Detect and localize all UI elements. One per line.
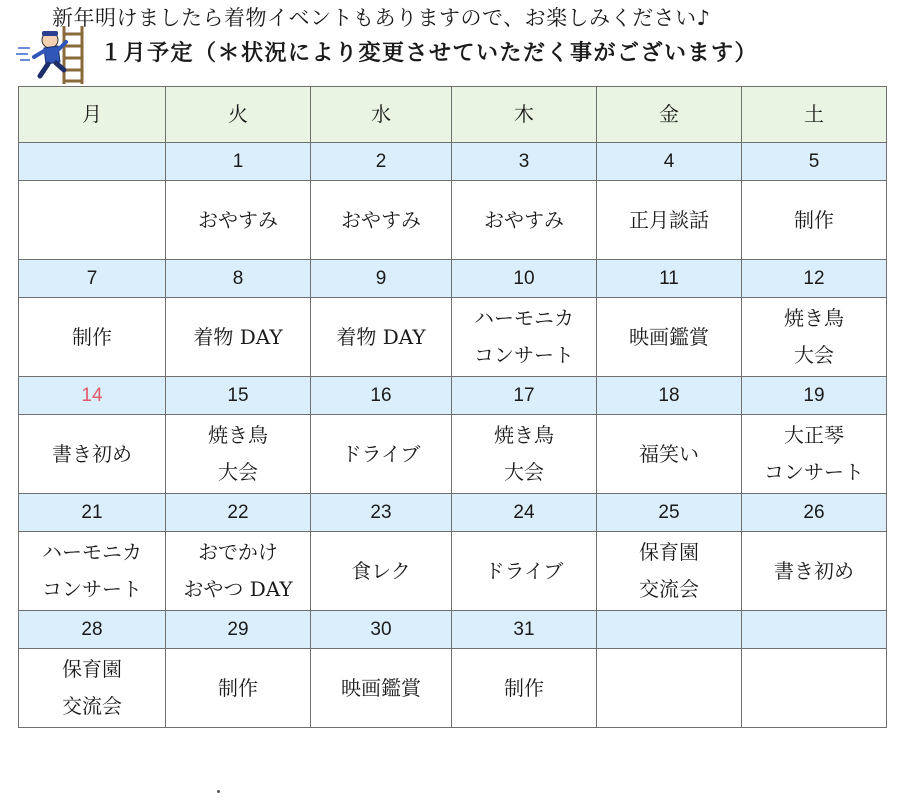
event-text: 大正琴 コンサート: [764, 423, 864, 484]
event-cell: [311, 181, 452, 260]
date-cell: 10: [452, 260, 597, 298]
event-cell: [742, 415, 887, 494]
event-cell: [166, 532, 311, 611]
event-cell: [19, 532, 166, 611]
event-cell: [452, 415, 597, 494]
event-text: 書き初め: [774, 558, 854, 583]
event-cell: [19, 298, 166, 377]
date-cell: [742, 611, 887, 649]
event-cell: [311, 532, 452, 611]
event-cell: [166, 181, 311, 260]
event-cell: [311, 649, 452, 728]
event-cell: [19, 181, 166, 260]
date-cell: 22: [166, 494, 311, 532]
person-climbing-ladder-icon: [14, 24, 94, 86]
event-text: 映画鑑賞: [341, 675, 421, 700]
event-cell: [452, 532, 597, 611]
event-cell: [452, 298, 597, 377]
event-cell: [19, 649, 166, 728]
date-cell: 8: [166, 260, 311, 298]
event-text: おやすみ: [484, 207, 564, 232]
event-text: 福笑い: [639, 441, 699, 466]
event-text: 正月談話: [629, 207, 709, 232]
date-cell: 3: [452, 143, 597, 181]
date-cell: 29: [166, 611, 311, 649]
date-cell: 4: [597, 143, 742, 181]
event-text: 焼き鳥 大会: [208, 423, 268, 484]
schedule-title: １月予定（＊状況により変更させていただく事がございます）: [100, 41, 759, 66]
event-cell: [742, 532, 887, 611]
event-cell: [742, 181, 887, 260]
date-cell: 15: [166, 377, 311, 415]
date-cell: 12: [742, 260, 887, 298]
event-text: ハーモニカ コンサート: [42, 540, 142, 601]
event-text: 制作: [794, 207, 834, 232]
event-cell: [597, 298, 742, 377]
date-cell: 19: [742, 377, 887, 415]
event-cell: [597, 415, 742, 494]
date-cell: 11: [597, 260, 742, 298]
date-row: [19, 611, 887, 649]
date-cell: 28: [19, 611, 166, 649]
event-row: [19, 181, 887, 260]
event-text: 保育園 交流会: [62, 657, 122, 718]
date-cell: 21: [19, 494, 166, 532]
event-cell: [742, 298, 887, 377]
event-cell: [166, 649, 311, 728]
intro-text: 新年明けましたら着物イベントもありますので、お楽しみください♪: [52, 6, 711, 30]
date-cell: 31: [452, 611, 597, 649]
event-text: おやすみ: [198, 207, 278, 232]
event-text: 制作: [504, 675, 544, 700]
event-cell: [597, 532, 742, 611]
event-text: 制作: [72, 324, 112, 349]
date-row: [19, 377, 887, 415]
event-text: 映画鑑賞: [629, 324, 709, 349]
event-text: 焼き鳥 大会: [494, 423, 554, 484]
event-text: ドライブ: [484, 558, 564, 583]
event-row: [19, 532, 887, 611]
weekday-header: 月: [19, 87, 166, 143]
weekday-header: 金: [597, 87, 742, 143]
event-cell: [166, 415, 311, 494]
event-text: ハーモニカ コンサート: [474, 306, 574, 367]
event-cell: [452, 181, 597, 260]
holiday-date-cell: 14: [19, 377, 166, 415]
event-text: 保育園 交流会: [639, 540, 699, 601]
weekday-header-row: [19, 87, 887, 143]
date-cell: 23: [311, 494, 452, 532]
date-cell: [19, 143, 166, 181]
event-text: 着物 DAY: [193, 324, 283, 349]
date-cell: 24: [452, 494, 597, 532]
event-cell: [311, 415, 452, 494]
event-cell: [311, 298, 452, 377]
date-cell: 5: [742, 143, 887, 181]
date-cell: 9: [311, 260, 452, 298]
event-cell: [742, 649, 887, 728]
date-row: [19, 494, 887, 532]
date-cell: [597, 611, 742, 649]
date-cell: 30: [311, 611, 452, 649]
event-text: 食レク: [351, 558, 411, 583]
event-text: 着物 DAY: [336, 324, 426, 349]
event-row: [19, 298, 887, 377]
date-cell: 1: [166, 143, 311, 181]
date-cell: 26: [742, 494, 887, 532]
event-text: 焼き鳥 大会: [784, 306, 844, 367]
event-cell: [597, 649, 742, 728]
weekday-header: 水: [311, 87, 452, 143]
weekday-header: 土: [742, 87, 887, 143]
date-cell: 2: [311, 143, 452, 181]
event-text: おでかけ おやつ DAY: [183, 540, 293, 601]
date-cell: 18: [597, 377, 742, 415]
date-cell: 17: [452, 377, 597, 415]
event-row: [19, 415, 887, 494]
date-row: [19, 260, 887, 298]
event-text: ドライブ: [341, 441, 421, 466]
date-cell: 16: [311, 377, 452, 415]
event-text: 書き初め: [52, 441, 132, 466]
event-cell: [166, 298, 311, 377]
event-text: 制作: [218, 675, 258, 700]
event-cell: [19, 415, 166, 494]
stray-dot: [217, 790, 220, 793]
event-cell: [452, 649, 597, 728]
weekday-header: 火: [166, 87, 311, 143]
event-row: [19, 649, 887, 728]
date-cell: 7: [19, 260, 166, 298]
calendar-table: [18, 86, 887, 728]
weekday-header: 木: [452, 87, 597, 143]
event-cell: [597, 181, 742, 260]
date-row: [19, 143, 887, 181]
date-cell: 25: [597, 494, 742, 532]
event-text: おやすみ: [341, 207, 421, 232]
